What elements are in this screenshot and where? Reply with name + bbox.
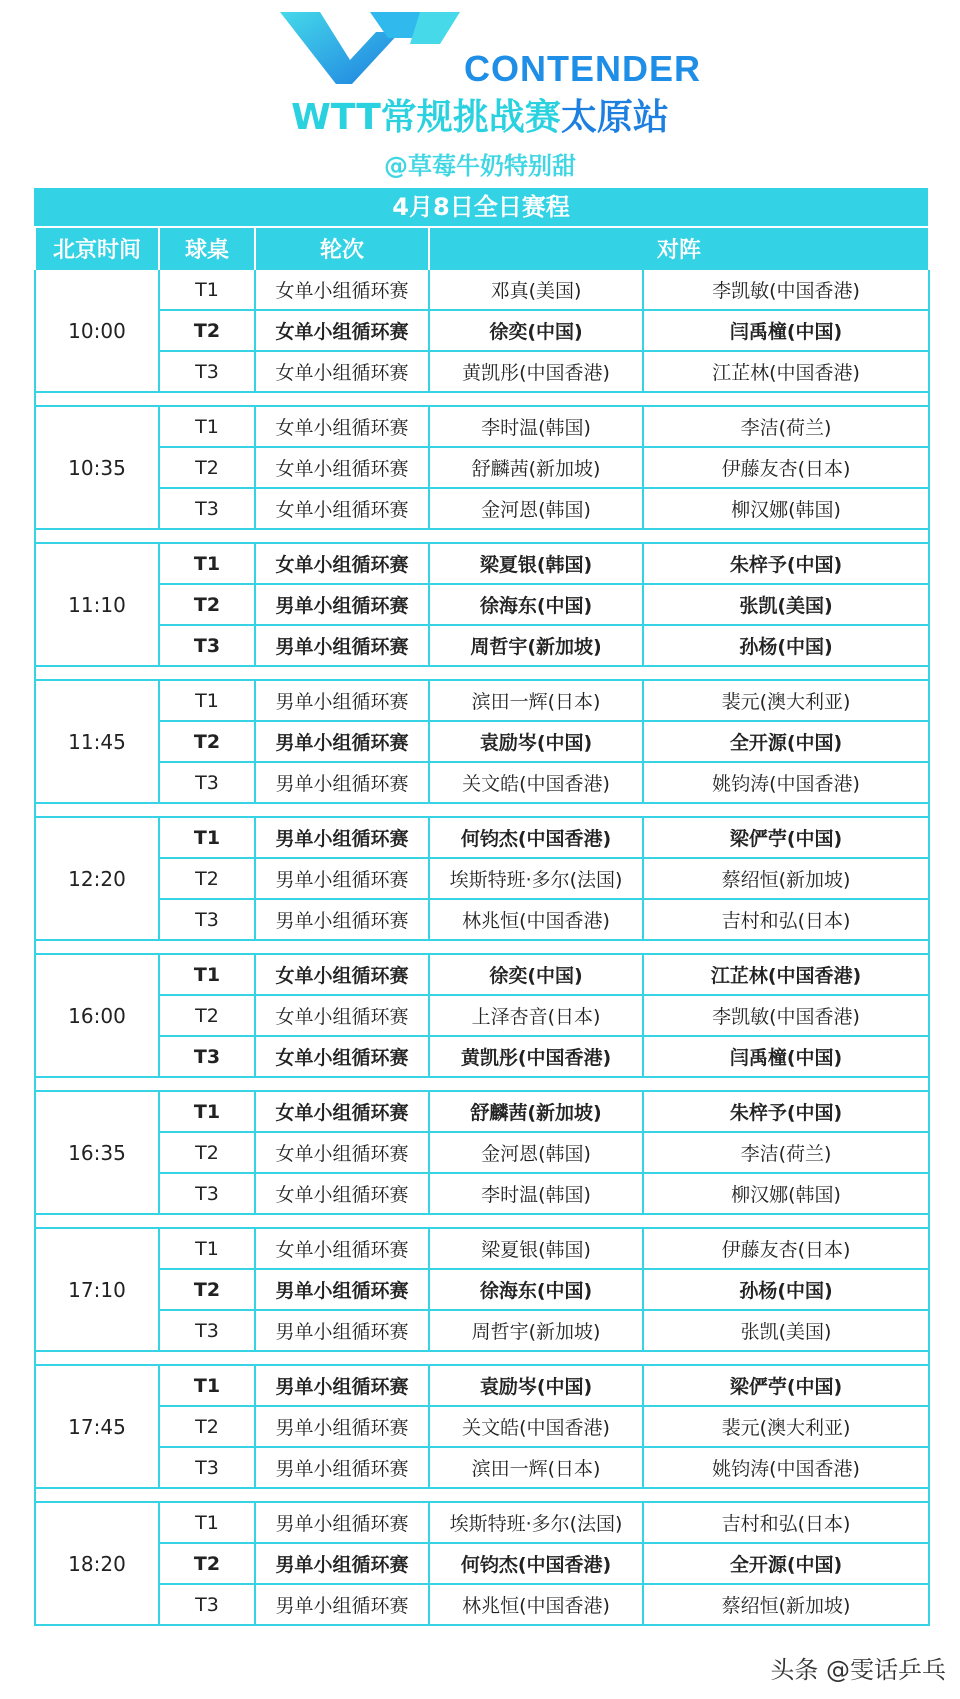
player1-cell: 上泽杏音(日本) <box>429 995 643 1036</box>
player2-cell: 江芷林(中国香港) <box>643 351 929 392</box>
round-cell: 男单小组循环赛 <box>255 625 429 666</box>
table-row <box>35 1584 929 1625</box>
brand-wordmark: CONTENDER <box>464 48 702 89</box>
schedule-body <box>35 269 929 1625</box>
schedule-table <box>34 228 930 1626</box>
player2-cell: 柳汉娜(韩国) <box>643 1173 929 1214</box>
group-spacer <box>35 1351 929 1365</box>
round-cell: 男单小组循环赛 <box>255 1406 429 1447</box>
round-cell: 女单小组循环赛 <box>255 1228 429 1269</box>
table-row <box>35 1173 929 1214</box>
player2-cell: 朱梓予(中国) <box>643 543 929 584</box>
time-cell: 18:20 <box>35 1502 159 1625</box>
spacer-cell <box>35 666 929 680</box>
col-header-round: 轮次 <box>255 228 429 269</box>
round-cell: 男单小组循环赛 <box>255 762 429 803</box>
player2-cell: 闫禹橦(中国) <box>643 310 929 351</box>
player1-cell: 徐奕(中国) <box>429 954 643 995</box>
table-row <box>35 858 929 899</box>
round-cell: 男单小组循环赛 <box>255 584 429 625</box>
table-cell: T3 <box>159 351 255 392</box>
round-cell: 女单小组循环赛 <box>255 1132 429 1173</box>
player2-cell: 李凯敏(中国香港) <box>643 995 929 1036</box>
table-cell: T1 <box>159 269 255 310</box>
table-cell: T3 <box>159 1310 255 1351</box>
player1-cell: 黄凯彤(中国香港) <box>429 351 643 392</box>
table-cell: T1 <box>159 1502 255 1543</box>
time-cell: 10:35 <box>35 406 159 529</box>
table-cell: T1 <box>159 954 255 995</box>
player2-cell: 伊藤友杏(日本) <box>643 447 929 488</box>
table-row <box>35 1406 929 1447</box>
player1-cell: 梁夏银(韩国) <box>429 1228 643 1269</box>
round-cell: 男单小组循环赛 <box>255 1269 429 1310</box>
table-row <box>35 406 929 447</box>
table-cell: T1 <box>159 1365 255 1406</box>
player2-cell: 李洁(荷兰) <box>643 1132 929 1173</box>
table-row <box>35 269 929 310</box>
player2-cell: 江芷林(中国香港) <box>643 954 929 995</box>
table-row <box>35 680 929 721</box>
spacer-cell <box>35 940 929 954</box>
player1-cell: 周哲宇(新加坡) <box>429 1310 643 1351</box>
table-cell: T3 <box>159 1447 255 1488</box>
spacer-cell <box>35 1077 929 1091</box>
round-cell: 女单小组循环赛 <box>255 351 429 392</box>
group-spacer <box>35 1077 929 1091</box>
table-cell: T3 <box>159 1036 255 1077</box>
table-cell: T3 <box>159 1173 255 1214</box>
group-spacer <box>35 392 929 406</box>
time-cell: 17:10 <box>35 1228 159 1351</box>
player1-cell: 袁励岑(中国) <box>429 1365 643 1406</box>
player2-cell: 吉村和弘(日本) <box>643 899 929 940</box>
time-cell: 11:45 <box>35 680 159 803</box>
group-spacer <box>35 529 929 543</box>
table-row <box>35 1091 929 1132</box>
table-cell: T1 <box>159 680 255 721</box>
player1-cell: 周哲宇(新加坡) <box>429 625 643 666</box>
player1-cell: 金河恩(韩国) <box>429 488 643 529</box>
table-cell: T2 <box>159 1132 255 1173</box>
table-row <box>35 1365 929 1406</box>
table-row <box>35 488 929 529</box>
group-spacer <box>35 1214 929 1228</box>
wtt-logo-icon <box>280 8 460 88</box>
time-cell: 16:00 <box>35 954 159 1077</box>
table-row <box>35 447 929 488</box>
player2-cell: 蔡绍恒(新加坡) <box>643 1584 929 1625</box>
table-cell: T2 <box>159 995 255 1036</box>
table-cell: T3 <box>159 625 255 666</box>
watermark: 头条 @雯话乒乓 <box>770 1656 946 1684</box>
player2-cell: 李凯敏(中国香港) <box>643 269 929 310</box>
time-cell: 16:35 <box>35 1091 159 1214</box>
table-cell: T2 <box>159 1406 255 1447</box>
round-cell: 女单小组循环赛 <box>255 310 429 351</box>
table-cell: T2 <box>159 858 255 899</box>
player1-cell: 徐海东(中国) <box>429 1269 643 1310</box>
player1-cell: 李时温(韩国) <box>429 406 643 447</box>
table-cell: T1 <box>159 817 255 858</box>
player1-cell: 徐奕(中国) <box>429 310 643 351</box>
player1-cell: 金河恩(韩国) <box>429 1132 643 1173</box>
group-spacer <box>35 803 929 817</box>
round-cell: 女单小组循环赛 <box>255 1036 429 1077</box>
player1-cell: 林兆恒(中国香港) <box>429 899 643 940</box>
group-spacer <box>35 1488 929 1502</box>
table-row <box>35 762 929 803</box>
player2-cell: 孙杨(中国) <box>643 625 929 666</box>
spacer-cell <box>35 1351 929 1365</box>
player2-cell: 全开源(中国) <box>643 721 929 762</box>
table-cell: T2 <box>159 310 255 351</box>
player1-cell: 何钧杰(中国香港) <box>429 817 643 858</box>
round-cell: 女单小组循环赛 <box>255 406 429 447</box>
player2-cell: 梁俨苧(中国) <box>643 817 929 858</box>
player2-cell: 孙杨(中国) <box>643 1269 929 1310</box>
col-header-time: 北京时间 <box>35 228 159 269</box>
player1-cell: 埃斯特班·多尔(法国) <box>429 858 643 899</box>
player1-cell: 舒麟茜(新加坡) <box>429 1091 643 1132</box>
table-row <box>35 1502 929 1543</box>
table-cell: T2 <box>159 1543 255 1584</box>
table-row <box>35 543 929 584</box>
group-spacer <box>35 940 929 954</box>
round-cell: 女单小组循环赛 <box>255 954 429 995</box>
player2-cell: 蔡绍恒(新加坡) <box>643 858 929 899</box>
group-spacer <box>35 666 929 680</box>
round-cell: 女单小组循环赛 <box>255 447 429 488</box>
table-row <box>35 1447 929 1488</box>
header <box>0 0 960 190</box>
player2-cell: 张凯(美国) <box>643 1310 929 1351</box>
player2-cell: 全开源(中国) <box>643 1543 929 1584</box>
table-cell: T2 <box>159 447 255 488</box>
player2-cell: 姚钧涛(中国香港) <box>643 762 929 803</box>
table-row <box>35 721 929 762</box>
player1-cell: 黄凯彤(中国香港) <box>429 1036 643 1077</box>
table-row <box>35 1269 929 1310</box>
spacer-cell <box>35 392 929 406</box>
table-cell: T1 <box>159 406 255 447</box>
round-cell: 女单小组循环赛 <box>255 488 429 529</box>
table-row <box>35 584 929 625</box>
table-cell: T2 <box>159 721 255 762</box>
table-row <box>35 995 929 1036</box>
player1-cell: 邓真(美国) <box>429 269 643 310</box>
player2-cell: 吉村和弘(日本) <box>643 1502 929 1543</box>
table-cell: T3 <box>159 899 255 940</box>
player2-cell: 张凯(美国) <box>643 584 929 625</box>
player2-cell: 裴元(澳大利亚) <box>643 680 929 721</box>
player1-cell: 袁励岑(中国) <box>429 721 643 762</box>
time-cell: 17:45 <box>35 1365 159 1488</box>
time-cell: 11:10 <box>35 543 159 666</box>
table-cell: T2 <box>159 1269 255 1310</box>
player2-cell: 裴元(澳大利亚) <box>643 1406 929 1447</box>
player2-cell: 柳汉娜(韩国) <box>643 488 929 529</box>
table-cell: T1 <box>159 1091 255 1132</box>
round-cell: 男单小组循环赛 <box>255 899 429 940</box>
round-cell: 男单小组循环赛 <box>255 721 429 762</box>
spacer-cell <box>35 1488 929 1502</box>
player1-cell: 舒麟茜(新加坡) <box>429 447 643 488</box>
round-cell: 男单小组循环赛 <box>255 1447 429 1488</box>
round-cell: 男单小组循环赛 <box>255 858 429 899</box>
schedule-table-wrap <box>34 188 928 1626</box>
table-row <box>35 1228 929 1269</box>
table-row <box>35 310 929 351</box>
player2-cell: 伊藤友杏(日本) <box>643 1228 929 1269</box>
player1-cell: 滨田一辉(日本) <box>429 680 643 721</box>
round-cell: 女单小组循环赛 <box>255 1173 429 1214</box>
player2-cell: 姚钧涛(中国香港) <box>643 1447 929 1488</box>
table-cell: T2 <box>159 584 255 625</box>
table-cell: T1 <box>159 543 255 584</box>
round-cell: 男单小组循环赛 <box>255 1310 429 1351</box>
title-city: 太原站 <box>560 97 669 138</box>
player1-cell: 关文皓(中国香港) <box>429 1406 643 1447</box>
player1-cell: 徐海东(中国) <box>429 584 643 625</box>
table-row <box>35 625 929 666</box>
col-header-table: 球桌 <box>159 228 255 269</box>
table-row <box>35 899 929 940</box>
spacer-cell <box>35 529 929 543</box>
round-cell: 男单小组循环赛 <box>255 1365 429 1406</box>
schedule-caption: 4月8日全日赛程 <box>34 188 928 228</box>
player1-cell: 关文皓(中国香港) <box>429 762 643 803</box>
player2-cell: 朱梓予(中国) <box>643 1091 929 1132</box>
table-row <box>35 1036 929 1077</box>
player2-cell: 闫禹橦(中国) <box>643 1036 929 1077</box>
table-row <box>35 1543 929 1584</box>
table-cell: T3 <box>159 488 255 529</box>
time-cell: 12:20 <box>35 817 159 940</box>
round-cell: 男单小组循环赛 <box>255 1502 429 1543</box>
round-cell: 女单小组循环赛 <box>255 269 429 310</box>
round-cell: 男单小组循环赛 <box>255 680 429 721</box>
round-cell: 男单小组循环赛 <box>255 1584 429 1625</box>
round-cell: 女单小组循环赛 <box>255 995 429 1036</box>
title-series: WTT常规挑战赛 <box>291 97 561 138</box>
table-row <box>35 954 929 995</box>
round-cell: 男单小组循环赛 <box>255 1543 429 1584</box>
player2-cell: 梁俨苧(中国) <box>643 1365 929 1406</box>
player2-cell: 李洁(荷兰) <box>643 406 929 447</box>
round-cell: 女单小组循环赛 <box>255 1091 429 1132</box>
player1-cell: 李时温(韩国) <box>429 1173 643 1214</box>
table-row <box>35 351 929 392</box>
player1-cell: 何钧杰(中国香港) <box>429 1543 643 1584</box>
col-header-matchup: 对阵 <box>429 228 929 269</box>
author-handle: @草莓牛奶特别甜 <box>384 152 576 180</box>
table-header-row <box>35 228 929 269</box>
table-row <box>35 1310 929 1351</box>
player1-cell: 林兆恒(中国香港) <box>429 1584 643 1625</box>
round-cell: 男单小组循环赛 <box>255 817 429 858</box>
spacer-cell <box>35 803 929 817</box>
table-cell: T3 <box>159 1584 255 1625</box>
round-cell: 女单小组循环赛 <box>255 543 429 584</box>
player1-cell: 滨田一辉(日本) <box>429 1447 643 1488</box>
table-row <box>35 1132 929 1173</box>
table-row <box>35 817 929 858</box>
table-cell: T3 <box>159 762 255 803</box>
table-cell: T1 <box>159 1228 255 1269</box>
player1-cell: 埃斯特班·多尔(法国) <box>429 1502 643 1543</box>
time-cell: 10:00 <box>35 269 159 392</box>
spacer-cell <box>35 1214 929 1228</box>
page-title <box>0 96 960 140</box>
player1-cell: 梁夏银(韩国) <box>429 543 643 584</box>
